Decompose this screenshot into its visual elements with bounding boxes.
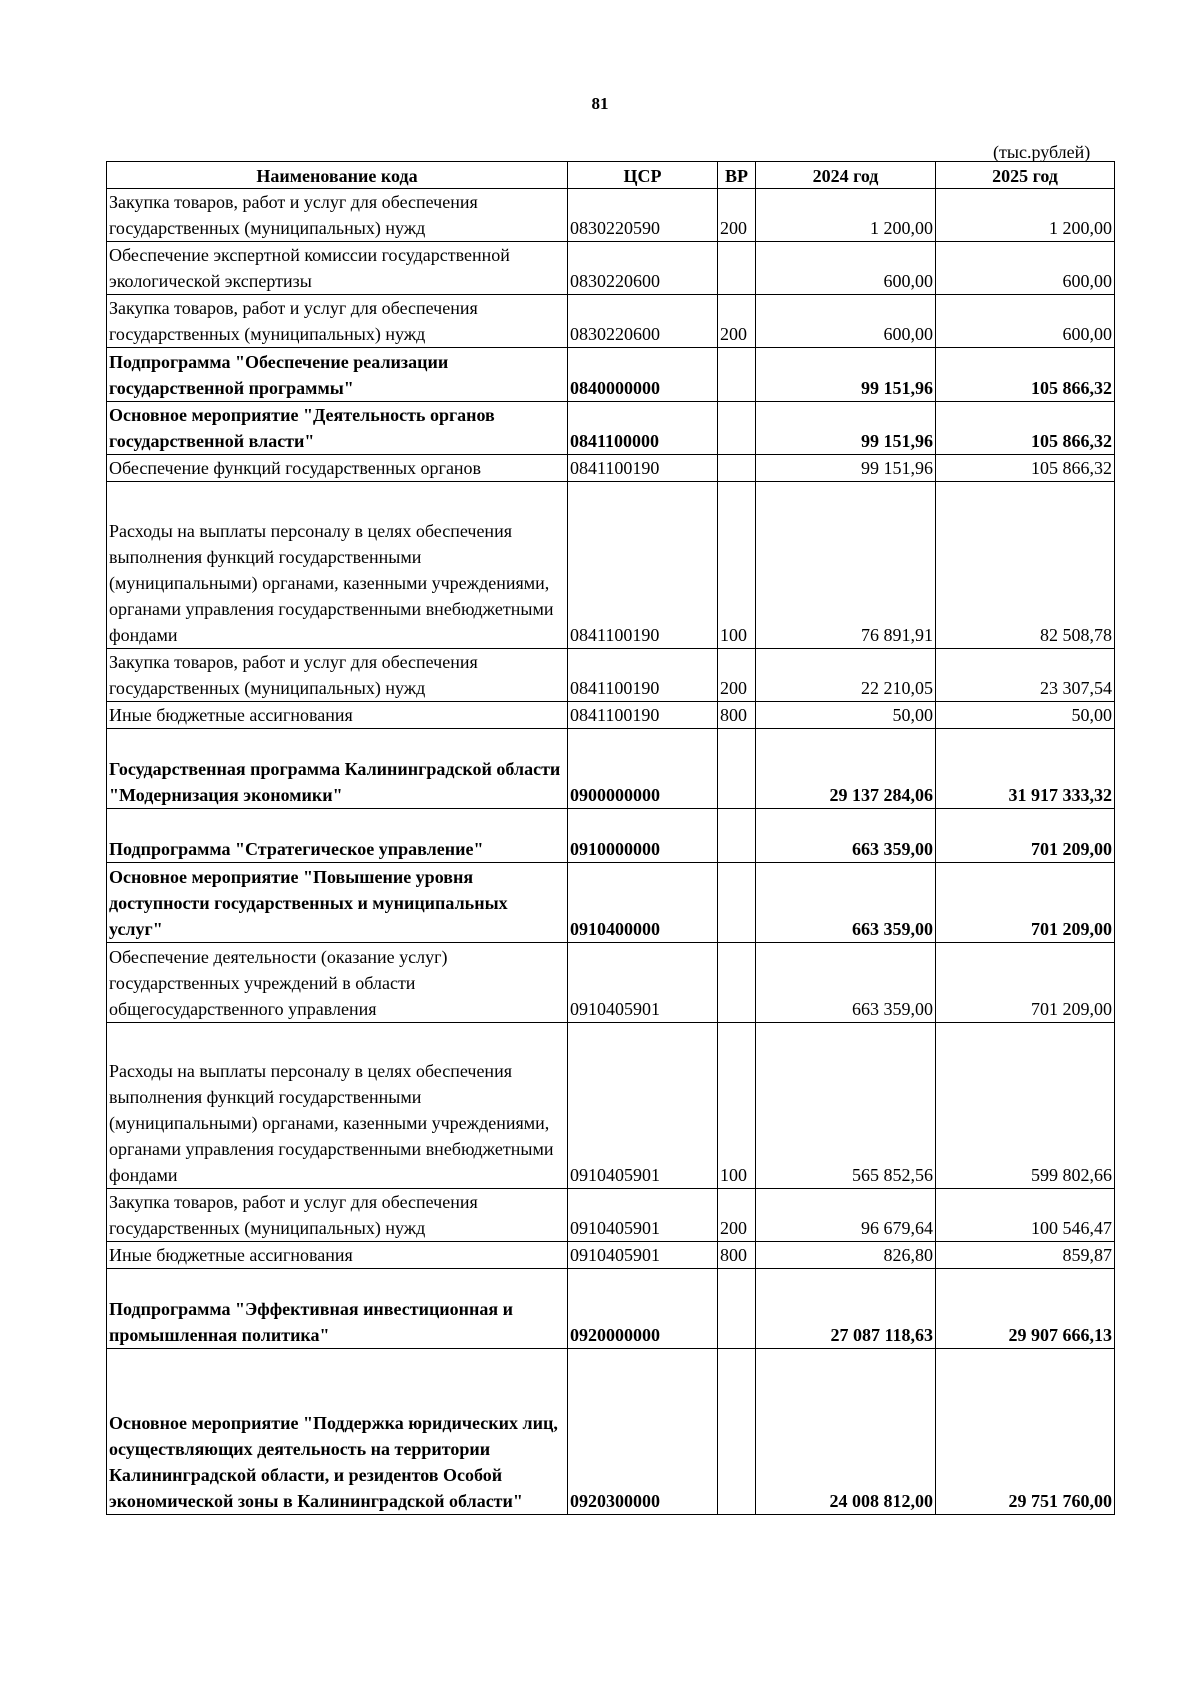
row-csr: 0910405901 [568, 1242, 718, 1269]
row-csr: 0910405901 [568, 1023, 718, 1189]
page-number: 81 [591, 94, 609, 113]
row-2025: 859,87 [936, 1242, 1115, 1269]
row-2025: 23 307,54 [936, 649, 1115, 702]
row-2025: 50,00 [936, 702, 1115, 729]
row-vr [718, 1349, 756, 1515]
row-vr: 800 [718, 1242, 756, 1269]
row-2025: 105 866,32 [936, 455, 1115, 482]
row-2025: 701 209,00 [936, 863, 1115, 943]
table-row [107, 1242, 1115, 1269]
row-vr [718, 863, 756, 943]
table-row [107, 1189, 1115, 1242]
row-vr: 800 [718, 702, 756, 729]
row-2024: 50,00 [756, 702, 936, 729]
row-csr: 0830220600 [568, 295, 718, 348]
row-2024: 826,80 [756, 1242, 936, 1269]
row-2024: 22 210,05 [756, 649, 936, 702]
row-vr [718, 1269, 756, 1349]
row-2025: 600,00 [936, 295, 1115, 348]
row-vr [718, 402, 756, 455]
row-2024: 27 087 118,63 [756, 1269, 936, 1349]
row-csr: 0920000000 [568, 1269, 718, 1349]
row-vr: 200 [718, 295, 756, 348]
row-vr: 200 [718, 649, 756, 702]
row-2024: 600,00 [756, 295, 936, 348]
row-2024: 663 359,00 [756, 809, 936, 863]
row-2024: 1 200,00 [756, 189, 936, 242]
header-2025: 2025 год [936, 162, 1115, 189]
row-2025: 599 802,66 [936, 1023, 1115, 1189]
row-2024: 99 151,96 [756, 402, 936, 455]
row-name: Подпрограмма "Эффективная инвестиционная и промышленная политика" [107, 1269, 568, 1349]
row-2025: 701 209,00 [936, 943, 1115, 1023]
row-2024: 663 359,00 [756, 943, 936, 1023]
row-name: Расходы на выплаты персоналу в целях обеспечения выполнения функций государственными (муниципальными) органами, казенными учреждениями, органами управления государственными внебюджетными фондами [107, 1023, 568, 1189]
row-2025: 31 917 333,32 [936, 729, 1115, 809]
units-label: (тыс.рублей) [993, 142, 1091, 162]
row-2025: 29 751 760,00 [936, 1349, 1115, 1515]
row-2025: 82 508,78 [936, 482, 1115, 649]
row-2024: 565 852,56 [756, 1023, 936, 1189]
header-2024: 2024 год [756, 162, 936, 189]
table-row [107, 242, 1115, 295]
row-name: Иные бюджетные ассигнования [107, 1242, 568, 1269]
header-name: Наименование кода [107, 162, 568, 189]
row-2025: 29 907 666,13 [936, 1269, 1115, 1349]
table-row [107, 455, 1115, 482]
row-name: Закупка товаров, работ и услуг для обеспечения государственных (муниципальных) нужд [107, 189, 568, 242]
table-row [107, 295, 1115, 348]
row-vr: 200 [718, 1189, 756, 1242]
table-row [107, 1023, 1115, 1189]
row-vr: 200 [718, 189, 756, 242]
row-2024: 663 359,00 [756, 863, 936, 943]
header-vr: ВР [718, 162, 756, 189]
table-row [107, 943, 1115, 1023]
row-vr [718, 809, 756, 863]
row-csr: 0920300000 [568, 1349, 718, 1515]
row-vr: 100 [718, 1023, 756, 1189]
row-2025: 1 200,00 [936, 189, 1115, 242]
row-2024: 96 679,64 [756, 1189, 936, 1242]
row-2025: 701 209,00 [936, 809, 1115, 863]
row-csr: 0910400000 [568, 863, 718, 943]
row-2024: 99 151,96 [756, 455, 936, 482]
row-vr [718, 729, 756, 809]
table-row [107, 649, 1115, 702]
row-2024: 99 151,96 [756, 348, 936, 402]
row-2024: 76 891,91 [756, 482, 936, 649]
row-2025: 105 866,32 [936, 348, 1115, 402]
row-vr [718, 242, 756, 295]
row-2024: 24 008 812,00 [756, 1349, 936, 1515]
row-2025: 600,00 [936, 242, 1115, 295]
table-row [107, 863, 1115, 943]
row-csr: 0841100190 [568, 455, 718, 482]
row-csr: 0910405901 [568, 1189, 718, 1242]
row-csr: 0910000000 [568, 809, 718, 863]
row-name: Расходы на выплаты персоналу в целях обеспечения выполнения функций государственными (муниципальными) органами, казенными учреждениями, органами управления государственными внебюджетными фондами [107, 482, 568, 649]
row-name: Обеспечение деятельности (оказание услуг) государственных учреждений в области общегосударственного управления [107, 943, 568, 1023]
row-csr: 0841100190 [568, 649, 718, 702]
row-2024: 600,00 [756, 242, 936, 295]
table-header-row [107, 162, 1115, 189]
row-name: Государственная программа Калининградской области "Модернизация экономики" [107, 729, 568, 809]
row-csr: 0900000000 [568, 729, 718, 809]
row-csr: 0841100190 [568, 702, 718, 729]
row-name: Закупка товаров, работ и услуг для обеспечения государственных (муниципальных) нужд [107, 295, 568, 348]
row-name: Иные бюджетные ассигнования [107, 702, 568, 729]
row-name: Основное мероприятие "Поддержка юридических лиц, осуществляющих деятельность на территории Калининградской области, и резидентов Особой экономической зоны в Калининградской области" [107, 1349, 568, 1515]
table-row [107, 482, 1115, 649]
table-row [107, 189, 1115, 242]
row-name: Основное мероприятие "Деятельность органов государственной власти" [107, 402, 568, 455]
row-csr: 0830220600 [568, 242, 718, 295]
row-name: Обеспечение экспертной комиссии государственной экологической экспертизы [107, 242, 568, 295]
row-csr: 0830220590 [568, 189, 718, 242]
row-vr: 100 [718, 482, 756, 649]
row-2025: 105 866,32 [936, 402, 1115, 455]
budget-table [106, 161, 1115, 1515]
row-csr: 0840000000 [568, 348, 718, 402]
table-row [107, 809, 1115, 863]
header-csr: ЦСР [568, 162, 718, 189]
row-name: Закупка товаров, работ и услуг для обеспечения государственных (муниципальных) нужд [107, 649, 568, 702]
row-name: Закупка товаров, работ и услуг для обеспечения государственных (муниципальных) нужд [107, 1189, 568, 1242]
table-row [107, 1349, 1115, 1515]
row-csr: 0841100000 [568, 402, 718, 455]
table-row [107, 1269, 1115, 1349]
table-row [107, 729, 1115, 809]
row-2024: 29 137 284,06 [756, 729, 936, 809]
table-row [107, 402, 1115, 455]
row-vr [718, 455, 756, 482]
row-vr [718, 943, 756, 1023]
row-name: Основное мероприятие "Повышение уровня доступности государственных и муниципальных услуг" [107, 863, 568, 943]
table-row [107, 702, 1115, 729]
row-csr: 0841100190 [568, 482, 718, 649]
row-name: Подпрограмма "Стратегическое управление" [107, 809, 568, 863]
table-row [107, 348, 1115, 402]
row-vr [718, 348, 756, 402]
row-name: Обеспечение функций государственных органов [107, 455, 568, 482]
row-csr: 0910405901 [568, 943, 718, 1023]
row-name: Подпрограмма "Обеспечение реализации государственной программы" [107, 348, 568, 402]
row-2025: 100 546,47 [936, 1189, 1115, 1242]
